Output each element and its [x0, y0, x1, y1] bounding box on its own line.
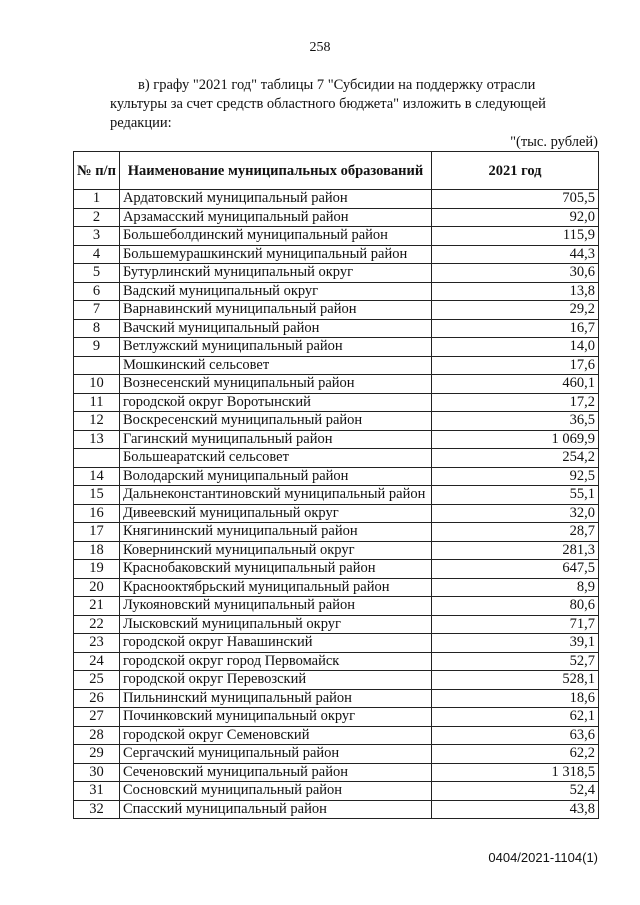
amount-2021: 1 069,9	[432, 430, 599, 449]
municipality-name: Лукояновский муниципальный район	[119, 597, 431, 616]
amount-2021: 8,9	[432, 578, 599, 597]
amount-2021: 44,3	[432, 245, 599, 264]
table-body	[74, 190, 599, 819]
municipality-name: Спасский муниципальный район	[119, 800, 431, 819]
municipality-name: Княгининский муниципальный район	[119, 523, 431, 542]
row-number: 17	[74, 523, 120, 542]
table-header-row	[74, 152, 599, 190]
amount-2021: 14,0	[432, 338, 599, 357]
amount-2021: 52,4	[432, 782, 599, 801]
table-row	[74, 227, 599, 246]
amount-2021: 30,6	[432, 264, 599, 283]
row-number	[74, 449, 120, 468]
municipality-name: городской округ Перевозский	[119, 671, 431, 690]
intro-line-3: редакции:	[110, 115, 172, 131]
table-row	[74, 634, 599, 653]
table-row	[74, 504, 599, 523]
table-row	[74, 393, 599, 412]
municipality-name: Сеченовский муниципальный район	[119, 763, 431, 782]
table-row	[74, 282, 599, 301]
row-number: 14	[74, 467, 120, 486]
table-row	[74, 800, 599, 819]
municipality-name: Воскресенский муниципальный район	[119, 412, 431, 431]
municipality-name: городской округ Воротынский	[119, 393, 431, 412]
municipality-name: Краснобаковский муниципальный район	[119, 560, 431, 579]
municipality-name: Гагинский муниципальный район	[119, 430, 431, 449]
header-year: 2021 год	[432, 152, 599, 190]
amount-2021: 32,0	[432, 504, 599, 523]
table-row	[74, 615, 599, 634]
municipality-name: Вачский муниципальный район	[119, 319, 431, 338]
table-row	[74, 338, 599, 357]
table-row	[74, 745, 599, 764]
amount-2021: 29,2	[432, 301, 599, 320]
amount-2021: 115,9	[432, 227, 599, 246]
municipality-name: Пильнинский муниципальный район	[119, 689, 431, 708]
row-number: 24	[74, 652, 120, 671]
municipality-name: Ковернинский муниципальный округ	[119, 541, 431, 560]
amount-2021: 17,2	[432, 393, 599, 412]
amount-2021: 18,6	[432, 689, 599, 708]
municipality-name: Большемурашкинский муниципальный район	[119, 245, 431, 264]
amount-2021: 17,6	[432, 356, 599, 375]
municipality-name: Вадский муниципальный округ	[119, 282, 431, 301]
municipality-name: городской округ Навашинский	[119, 634, 431, 653]
document-code: 0404/2021-1104(1)	[488, 850, 598, 865]
municipality-name: Дальнеконстантиновский муниципальный район	[119, 486, 431, 505]
amount-2021: 13,8	[432, 282, 599, 301]
row-number: 16	[74, 504, 120, 523]
row-number: 4	[74, 245, 120, 264]
table-row	[74, 578, 599, 597]
table-row	[74, 430, 599, 449]
table-row	[74, 597, 599, 616]
municipality-name: Большеболдинский муниципальный район	[119, 227, 431, 246]
amount-2021: 647,5	[432, 560, 599, 579]
units-label: "(тыс. рублей)	[510, 134, 598, 150]
amount-2021: 528,1	[432, 671, 599, 690]
row-number: 20	[74, 578, 120, 597]
table-row	[74, 449, 599, 468]
table-row	[74, 412, 599, 431]
table-row	[74, 301, 599, 320]
table-row	[74, 763, 599, 782]
page-number: 258	[309, 40, 331, 55]
row-number: 26	[74, 689, 120, 708]
municipality-name: городской округ город Первомайск	[119, 652, 431, 671]
municipality-name: Володарский муниципальный район	[119, 467, 431, 486]
row-number: 32	[74, 800, 120, 819]
table-row	[74, 652, 599, 671]
header-name: Наименование муниципальных образований	[119, 152, 431, 190]
municipality-name: Краснооктябрьский муниципальный район	[119, 578, 431, 597]
amount-2021: 92,5	[432, 467, 599, 486]
amount-2021: 63,6	[432, 726, 599, 745]
table-row	[74, 245, 599, 264]
table-row	[74, 375, 599, 394]
municipality-name: Большеаратский сельсовет	[119, 449, 431, 468]
table-row	[74, 264, 599, 283]
row-number: 3	[74, 227, 120, 246]
municipality-name: Сосновский муниципальный район	[119, 782, 431, 801]
row-number: 19	[74, 560, 120, 579]
row-number: 23	[74, 634, 120, 653]
row-number: 15	[74, 486, 120, 505]
amount-2021: 39,1	[432, 634, 599, 653]
municipality-name: Мошкинский сельсовет	[119, 356, 431, 375]
row-number: 9	[74, 338, 120, 357]
table-row	[74, 523, 599, 542]
municipality-name: городской округ Семеновский	[119, 726, 431, 745]
municipality-name: Бутурлинский муниципальный округ	[119, 264, 431, 283]
row-number: 27	[74, 708, 120, 727]
table-row	[74, 689, 599, 708]
municipality-name: Лысковский муниципальный округ	[119, 615, 431, 634]
row-number: 18	[74, 541, 120, 560]
row-number: 28	[74, 726, 120, 745]
row-number: 13	[74, 430, 120, 449]
row-number: 11	[74, 393, 120, 412]
table-row	[74, 671, 599, 690]
table-row	[74, 356, 599, 375]
table-row	[74, 782, 599, 801]
municipality-name: Починковский муниципальный округ	[119, 708, 431, 727]
amount-2021: 16,7	[432, 319, 599, 338]
table-row	[74, 190, 599, 209]
table-row	[74, 708, 599, 727]
intro-line-2: культуры за счет средств областного бюджета" изложить в следующей	[110, 96, 546, 112]
municipality-name: Сергачский муниципальный район	[119, 745, 431, 764]
table-row	[74, 208, 599, 227]
row-number: 12	[74, 412, 120, 431]
amount-2021: 62,1	[432, 708, 599, 727]
amount-2021: 92,0	[432, 208, 599, 227]
row-number: 6	[74, 282, 120, 301]
amount-2021: 705,5	[432, 190, 599, 209]
subsidies-table	[73, 151, 599, 819]
amount-2021: 43,8	[432, 800, 599, 819]
municipality-name: Ардатовский муниципальный район	[119, 190, 431, 209]
row-number: 21	[74, 597, 120, 616]
row-number: 29	[74, 745, 120, 764]
row-number: 2	[74, 208, 120, 227]
row-number: 22	[74, 615, 120, 634]
row-number: 10	[74, 375, 120, 394]
row-number: 31	[74, 782, 120, 801]
municipality-name: Дивеевский муниципальный округ	[119, 504, 431, 523]
row-number: 7	[74, 301, 120, 320]
intro-line-1: в) графу "2021 год" таблицы 7 "Субсидии на поддержку отрасли	[138, 77, 536, 93]
amount-2021: 62,2	[432, 745, 599, 764]
row-number: 30	[74, 763, 120, 782]
municipality-name: Варнавинский муниципальный район	[119, 301, 431, 320]
amount-2021: 28,7	[432, 523, 599, 542]
row-number: 25	[74, 671, 120, 690]
amount-2021: 80,6	[432, 597, 599, 616]
municipality-name: Вознесенский муниципальный район	[119, 375, 431, 394]
table-row	[74, 726, 599, 745]
amount-2021: 36,5	[432, 412, 599, 431]
table-row	[74, 467, 599, 486]
amount-2021: 1 318,5	[432, 763, 599, 782]
header-num: № п/п	[74, 152, 120, 190]
row-number	[74, 356, 120, 375]
municipality-name: Арзамасский муниципальный район	[119, 208, 431, 227]
row-number: 8	[74, 319, 120, 338]
amount-2021: 52,7	[432, 652, 599, 671]
table-row	[74, 486, 599, 505]
table-row	[74, 541, 599, 560]
amount-2021: 254,2	[432, 449, 599, 468]
table-row	[74, 319, 599, 338]
amount-2021: 281,3	[432, 541, 599, 560]
amount-2021: 460,1	[432, 375, 599, 394]
amount-2021: 55,1	[432, 486, 599, 505]
intro-paragraph	[110, 76, 600, 133]
row-number: 1	[74, 190, 120, 209]
amount-2021: 71,7	[432, 615, 599, 634]
row-number: 5	[74, 264, 120, 283]
municipality-name: Ветлужский муниципальный район	[119, 338, 431, 357]
table-row	[74, 560, 599, 579]
